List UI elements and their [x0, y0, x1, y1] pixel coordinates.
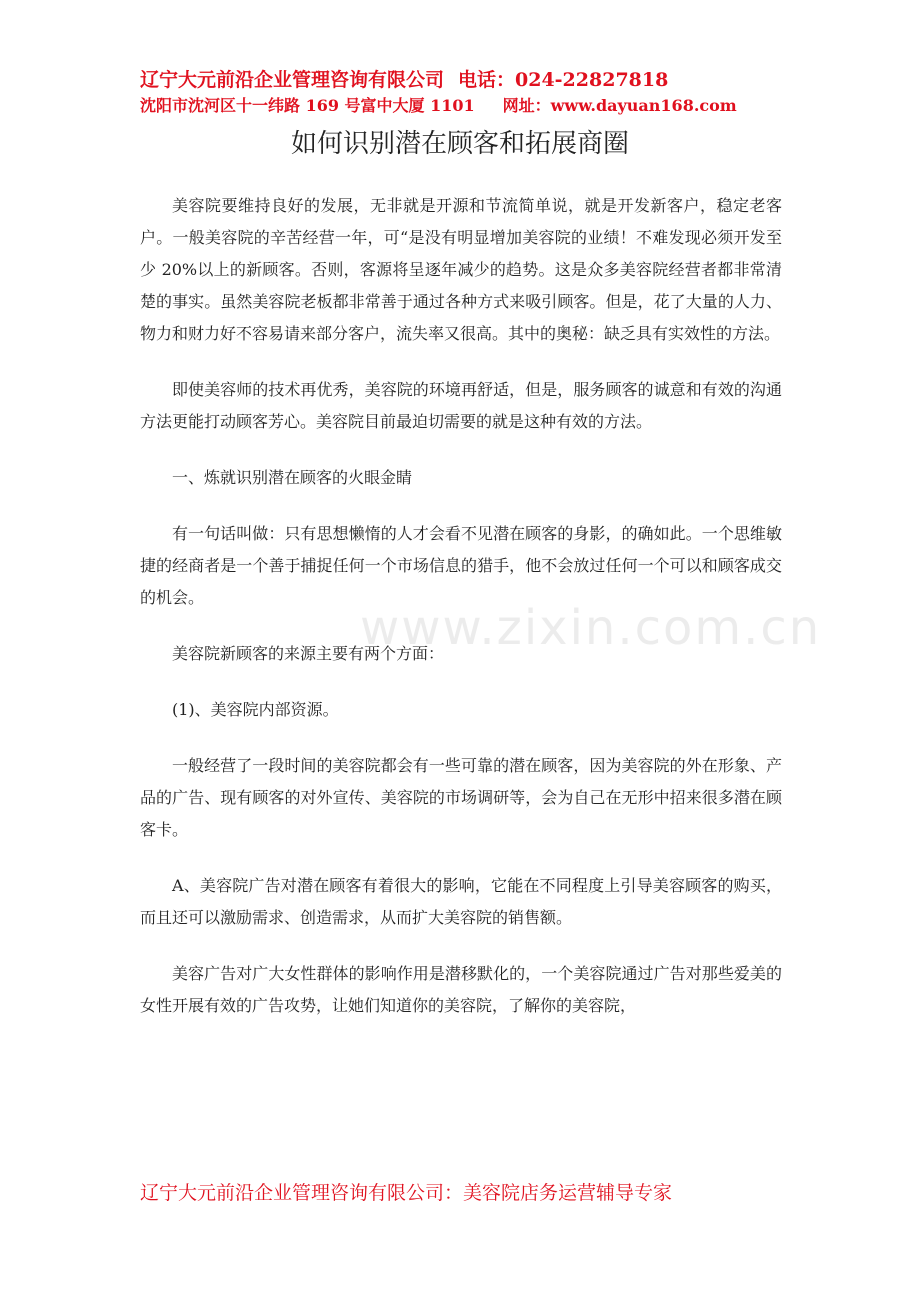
- header-address: 沈阳市沈河区十一纬路 169 号富中大厦 1101: [140, 96, 475, 115]
- footer-slogan: 辽宁大元前沿企业管理咨询有限公司：美容院店务运营辅导专家: [140, 1182, 673, 1204]
- paragraph: 美容院新顾客的来源主要有两个方面：: [172, 644, 445, 663]
- header-phone: 电话：024-22827818: [458, 69, 669, 91]
- paragraph: 一般经营了一段时间的美容院都会有一些可靠的潜在顾客，因为美容院的外在形象、产品的广告、现有顾客的对外宣传、美容院的市场调研等，会为自己在无形中招来很多潜在顾客卡。: [140, 756, 782, 839]
- paragraph: 有一句话叫做：只有思想懒惰的人才会看不见潜在顾客的身影，的确如此。一个思维敏捷的经商者是一个善于捕捉任何一个市场信息的猎手，他不会放过任何一个可以和顾客成交的机会。: [140, 524, 782, 607]
- header-company-line: [140, 66, 668, 94]
- paragraph: 美容院要维持良好的发展，无非就是开源和节流简单说，就是开发新客户，稳定老客户。一般美容院的辛苦经营一年，可“是没有明显增加美容院的业绩！不难发现必须开发至少 20%以上的新顾客。否则，客源将呈逐年减少的趋势。这是众多美容院经营者都非常清楚的事实。虽然美容院老板都非常善于通过各种方式来吸引顾客。但是，花了大量的人力、物力和财力好不容易请来部分客户，流失率又很高。其中的奥秘：缺乏具有实效性的方法。: [140, 196, 782, 343]
- subsection-heading: (1)、美容院内部资源。: [172, 700, 339, 719]
- header-website: 网址：www.dayuan168.com: [502, 96, 737, 115]
- paragraph: 美容广告对广大女性群体的影响作用是潜移默化的，一个美容院通过广告对那些爱美的女性开展有效的广告攻势，让她们知道你的美容院，了解你的美容院，: [140, 964, 782, 1015]
- document-title: 如何识别潜在顾客和拓展商圈: [290, 129, 629, 159]
- document-body: [140, 190, 782, 1046]
- header-company-name: 辽宁大元前沿企业管理咨询有限公司: [140, 69, 445, 91]
- paragraph: A、美容院广告对潜在顾客有着很大的影响，它能在不同程度上引导美容顾客的购买，而且还可以激励需求、创造需求，从而扩大美容院的销售额。: [140, 876, 782, 927]
- paragraph: 即使美容师的技术再优秀，美容院的环境再舒适，但是，服务顾客的诚意和有效的沟通方法更能打动顾客芳心。美容院目前最迫切需要的就是这种有效的方法。: [140, 380, 782, 431]
- watermark: www.zixin.com.cn: [360, 600, 822, 656]
- section-heading: 一、炼就识别潜在顾客的火眼金睛: [172, 468, 413, 487]
- header-address-line: [140, 94, 737, 118]
